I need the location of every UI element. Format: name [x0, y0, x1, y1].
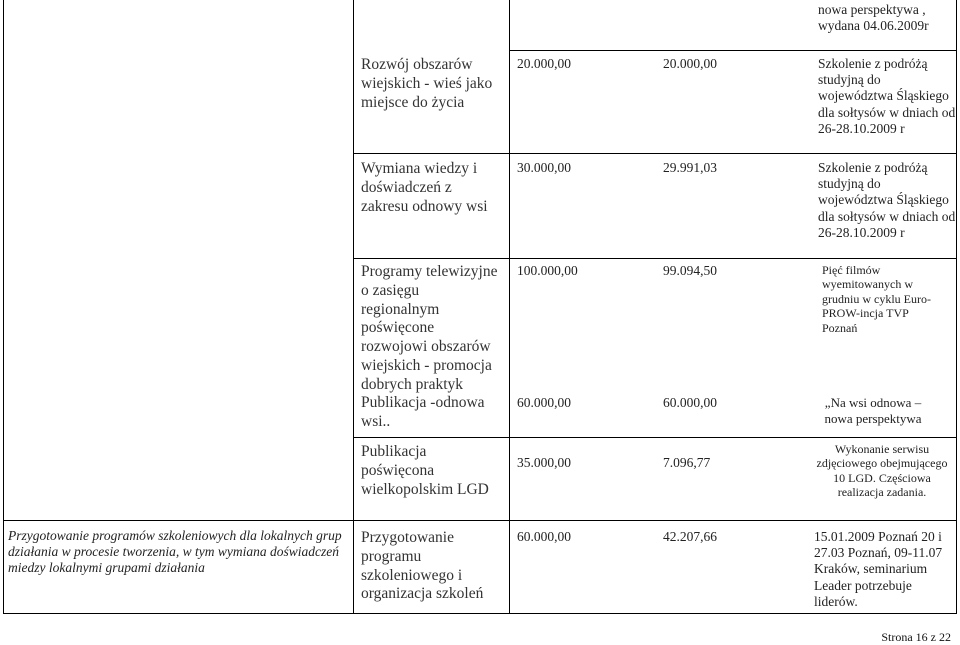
table-border [353, 258, 957, 259]
planned-amount: 30.000,00 [517, 160, 571, 175]
remarks-cell: Pięć filmów wyemitowanych w grudniu w cyklu Euro-PROW-incja TVP Poznań [822, 263, 931, 335]
planned-amount: 100.000,00 [517, 263, 578, 278]
spent-amount: 29.991,03 [663, 160, 717, 175]
task-cell: Rozwój obszarów wiejskich - wieś jako miejsce do życia [361, 56, 493, 111]
task-cell: Przygotowanie programu szkoleniowego i organizacja szkoleń [361, 529, 484, 603]
spent-amount: 42.207,66 [663, 529, 717, 544]
task-cell: Programy telewizyjne o zasięgu regionalnym poświęcone rozwojowi obszarów wiejskich - promocja dobrych praktyk Publikacja -odnowa wsi.. [361, 263, 498, 430]
table-border [3, 0, 4, 614]
remarks-cell: „Na wsi odnowa – nowa perspektywa [824, 395, 922, 426]
table-border [509, 0, 510, 614]
remarks-cell: Szkolenie z podróżą studyjną do województwa Śląskiego dla sołtysów w dniach od 26-28.10.2009 r [818, 160, 956, 240]
spent-amount: 20.000,00 [663, 56, 717, 71]
spent-amount: 7.096,77 [663, 455, 711, 470]
task-cell: Publikacja poświęcona wielkopolskim LGD [361, 443, 489, 498]
table-border [3, 520, 957, 521]
planned-amount: 35.000,00 [517, 455, 571, 470]
task-cell: Wymiana wiedzy i doświadczeń z zakresu odnowy wsi [361, 160, 488, 215]
section-label: Przygotowanie programów szkoleniowych dla lokalnych grup działania w procesie tworzenia, w tym wymiana doświadczeń miedzy lokalnymi grupami działania [8, 528, 342, 576]
planned-amount: 20.000,00 [517, 56, 571, 71]
table-border [353, 153, 957, 154]
planned-amount: 60.000,00 [517, 395, 571, 410]
spent-amount: 60.000,00 [663, 395, 717, 410]
page-number: Strona 16 z 22 [881, 630, 951, 644]
remarks-cell: Szkolenie z podróżą studyjną do województwa Śląskiego dla sołtysów w dniach od 26-28.10.2009 r [818, 56, 956, 136]
table-border [353, 0, 354, 614]
table-border [3, 613, 957, 614]
table-border [353, 437, 957, 438]
remarks-cell: 15.01.2009 Poznań 20 i 27.03 Poznań, 09-11.07 Kraków, seminarium Leader potrzebuje liderów. [814, 529, 943, 609]
table-border [509, 50, 957, 51]
spent-amount: 99.094,50 [663, 263, 717, 278]
remarks-cell: Wykonanie serwisu zdjęciowego obejmującego 10 LGD. Częściowa realizacja zadania. [816, 442, 948, 500]
top-remark: nowa perspektywa , wydana 04.06.2009r [818, 2, 929, 34]
planned-amount: 60.000,00 [517, 529, 571, 544]
table-border [956, 0, 957, 614]
